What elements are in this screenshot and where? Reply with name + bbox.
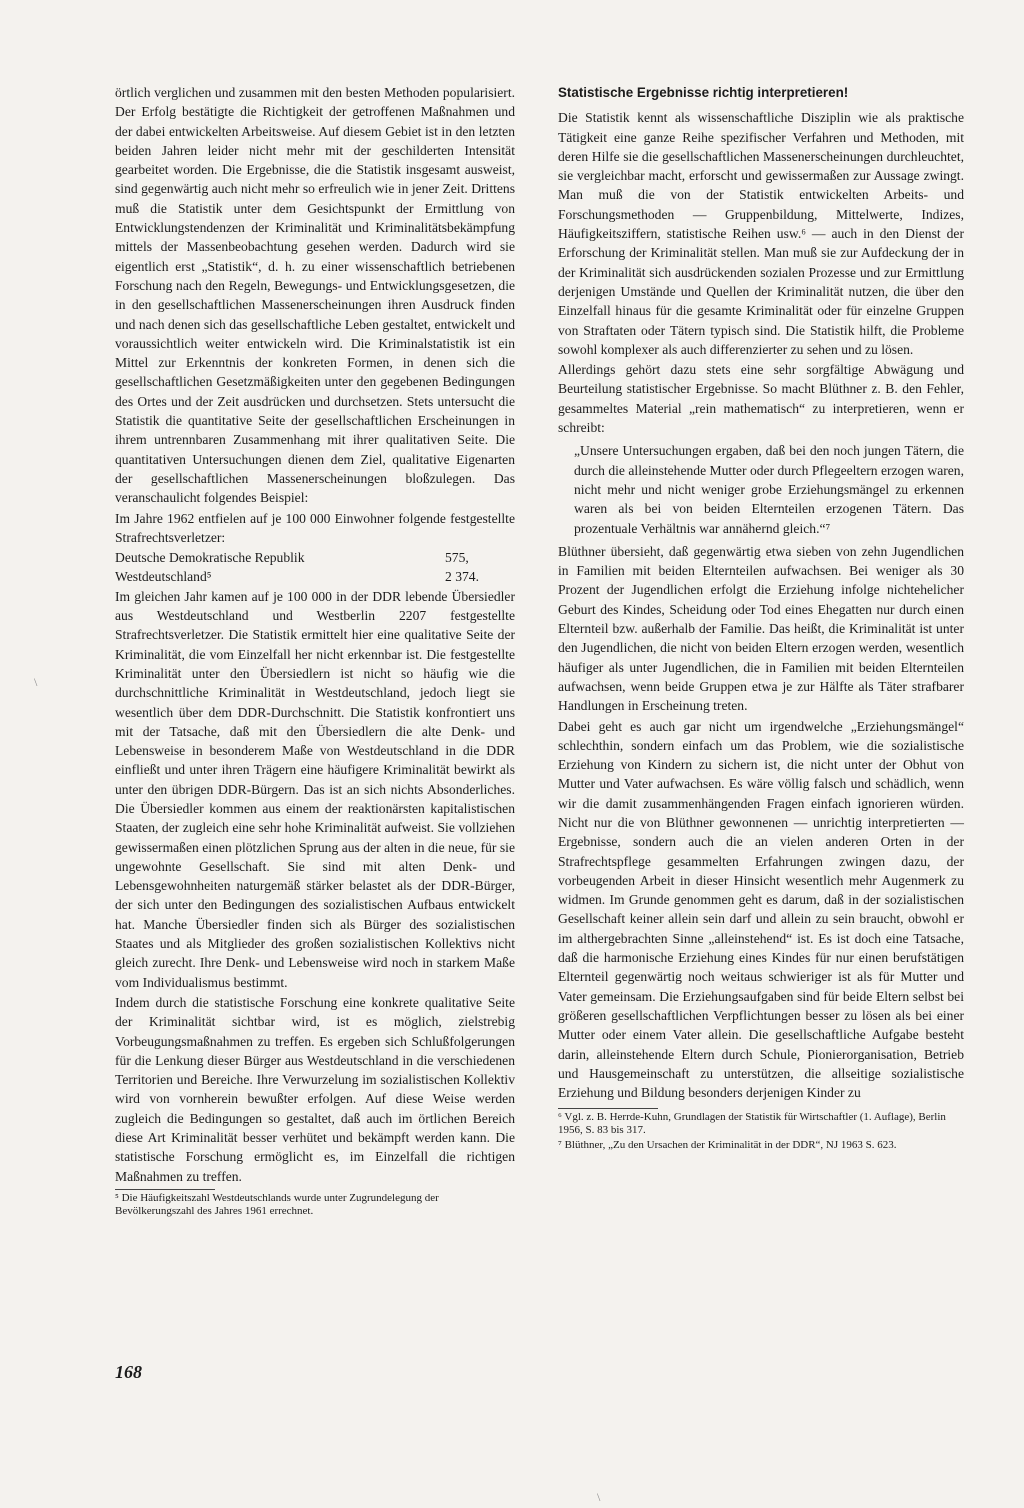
body-paragraph: Im Jahre 1962 entfielen auf je 100 000 Einwohner folgende festgestellte Strafrechtsverletzer: bbox=[115, 510, 515, 545]
body-paragraph: Dabei geht es auch gar nicht um irgendwelche „Erziehungsmängel“ schlechthin, sondern einfach um das Problem, wie die sozialistische Erziehung von Kindern zu sichern ist, die nicht unter der Obhut von Mutter und Vater aufwachsen. Es wäre völlig falsch und schädlich, wenn wir die damit zusammenhängenden Fragen einfach ignorieren würden. Nicht nur die von Blüthner gewonnenen — unrichtig interpretierten — Ergebnisse, sondern auch die an vielen anderen Orten in der Strafrechtspflege gesammelten Erfahrungen zwingen dazu, der vorbeugenden Arbeit in dieser Hinsicht wesentlich mehr Augenmerk zu widmen. Im Grunde genommen geht es darum, daß in der sozialistischen Gesellschaft keiner allein sein darf und allein zu sein braucht, obwohl er im althergebrachten Sinne „alleinstehend“ ist. Es ist doch eine Tatsache, daß die harmonische Erziehung eines Kindes für nur einen berufstätigen Elternteil gegenwärtig noch weitaus schwieriger ist als für Mutter und Vater gemeinsam. Die Erziehungsaufgaben sind für beide Eltern selbst bei größeren gesellschaftlichen Verpflichtungen besser zu lösen als bei einer Mutter oder einem Vater allein. Die gesellschaftliche Aufgabe besteht darin, alleinstehende Eltern durch Schule, Pionierorganisation, Betrieb und Hausgemeinschaft zu unterstützen, die allseitige sozialistische Erziehung und Bildung besonders derjenigen Kinder zu bbox=[558, 718, 964, 1101]
body-paragraph: örtlich verglichen und zusammen mit den besten Methoden popularisiert. Der Erfolg bestätigte die Richtigkeit der getroffenen Maßnahmen und der dabei entwickelten Arbeitsweise. Auf diesem Gebiet ist in den letzten beiden Jahren leider nicht mehr mit der geschilderten Intensität gearbeitet worden. Die Ergebnisse, die die Statistik insgesamt ausweist, sind gegenwärtig auch nicht mehr so erfreulich wie in jener Zeit. Drittens muß die Statistik unter dem Gesichtspunkt der Ermittlung von Entwicklungstendenzen der Kriminalität und Kriminalitätsbekämpfung mittels der Massenbeobachtung gesehen werden. Dadurch wird sie eigentlich erst „Statistik“, d. h. zu einer wissenschaftlich betriebenen Forschung nach den Regeln, Bewegungs- und Entwicklungsgesetzen, die in den gesellschaftlichen Massenerscheinungen ihren Ausdruck finden und nach denen sich das gesellschaftliche Leben gestaltet, entwickelt und voraussichtlich weiter entwickeln wird. Die Kriminalstatistik ist ein Mittel zur Erkenntnis der konkreten Formen, in denen sich die gesellschaftlichen Gesetzmäßigkeiten unter den gegebenen Bedingungen des Ortes und der Zeit ausdrücken und durchsetzen. Stets untersucht die Statistik die quantitative Seite der gesellschaftlichen Erscheinungen in ihrem untrennbaren Zusammenhang mit ihrer qualitativen Seite. Die quantitativen Untersuchungen dienen dem Ziel, qualitative Eigenarten der gesellschaftlichen Massenerscheinungen bloßzulegen. Das veranschaulicht folgendes Beispiel: bbox=[115, 85, 515, 506]
stat-value: 2 374. bbox=[445, 569, 479, 585]
stat-row bbox=[115, 567, 515, 586]
footnote: ⁶ Vgl. z. B. Herrde-Kuhn, Grundlagen der Statistik für Wirtschaftler (1. Auflage), Berlin 1956, S. 83 bis 317. bbox=[558, 1111, 946, 1137]
scan-mark: \ bbox=[34, 675, 38, 689]
body-paragraph: Blüthner übersieht, daß gegenwärtig etwa sieben von zehn Jugendlichen in Familien mit beiden Elternteilen aufwachsen. Bei weniger als 30 Prozent der Jugendlichen erfolgt die Erziehung infolge nichtehelicher Geburt des Kindes, Scheidung oder Tod eines Ehegatten nur durch einen Elternteil bzw. außerhalb der Familie. Das heißt, die Kriminalität ist unter den Jugendlichen, die nicht von beiden Eltern erzogen werden, wesentlich häufiger als unter Jugendlichen, die in Familien mit beiden Elternteilen aufwachsen, wenn beide Gruppen etwa je zur Hälfte als Täter strafbarer Handlungen in Erscheinung treten. bbox=[558, 543, 964, 714]
stat-row bbox=[115, 548, 515, 567]
right-column bbox=[558, 83, 964, 1154]
footnote: ⁵ Die Häufigkeitszahl Westdeutschlands wurde unter Zugrundelegung der Bevölkerungszahl des Jahres 1961 errechnet. bbox=[115, 1191, 439, 1217]
left-column bbox=[115, 83, 515, 1220]
body-paragraph: Allerdings gehört dazu stets eine sehr sorgfältige Abwägung und Beurteilung statistischer Ergebnisse. So macht Blüthner z. B. den Fehler, gesammeltes Material „rein mathematisch“ zu interpretieren, wenn er schreibt: bbox=[558, 362, 964, 436]
section-heading: Statistische Ergebnisse richtig interpretieren! bbox=[558, 85, 849, 100]
body-paragraph: Im gleichen Jahr kamen auf je 100 000 in der DDR lebende Übersiedler aus Westdeutschland und Westberlin 2207 festgestellte Strafrechtsverletzer. Die Statistik ermittelt hier eine qualitative Seite der Kriminalität, die vom Einzelfall her nicht erkennbar ist. Die festgestellte Kriminalität unter den Übersiedlern ist nicht so häufig wie die durchschnittliche Kriminalität in Westdeutschland, jedoch liegt sie wesentlich über dem DDR-Durchschnitt. Die Statistik konfrontiert uns mit der Tatsache, daß mit den Übersiedlern die alte Denk- und Lebensweise in besonderem Maße von Westdeutschland in die DDR einfließt und unter ihren Trägern eine häufigere Kriminalität bewirkt als unter den übrigen DDR-Bürgern. Das ist an sich nichts Absonderliches. Die Übersiedler kommen aus einem der reaktionärsten kapitalistischen Staaten, der zugleich eine sehr hohe Kriminalität aufweist. Sie vollziehen gewissermaßen einen plötzlichen Sprung aus der alten in die neue, für sie ungewohnte Gesellschaft. Sie sind mit alten Denk- und Lebensgewohnheiten naturgemäß stärker belastet als der DDR-Bürger, der sich unter den Bedingungen des sozialistischen Aufbaus entwickelt hat. Manche Übersiedler finden sich als Bürger des sozialistischen Staates und als Mitglieder des großen sozialistischen Kollektivs nicht gleich zurecht. Ihre Denk- und Lebensweise wird noch in starkem Maße vom Individualismus bestimmt. bbox=[115, 588, 515, 990]
footnote-divider bbox=[115, 1189, 215, 1190]
stat-label: Deutsche Demokratische Republik bbox=[115, 550, 305, 566]
body-paragraph: Indem durch die statistische Forschung eine konkrete qualitative Seite der Kriminalität sichtbar wird, ist es möglich, zielstrebig Vorbeugungsmaßnahmen zu treffen. Es ergeben sich Schlußfolgerungen für die Lenkung dieser Bürger aus Westdeutschland in die verschiedenen Territorien und Bereiche. Ihre Verwurzelung im sozialistischen Kollektiv wird von vornherein bewußter erfolgen. Auf diese Weise werden zugleich die Bedingungen so gestaltet, daß auch im örtlichen Bereich diese Art Kriminalität besser verhütet und bekämpft werden kann. Die statistische Forschung ermöglicht es, im Einzelfall die richtigen Maßnahmen zu treffen. bbox=[115, 994, 515, 1184]
footnotes bbox=[558, 1108, 964, 1152]
page-number: 168 bbox=[115, 1362, 142, 1382]
stat-label: Westdeutschland⁵ bbox=[115, 569, 212, 585]
block-quote: „Unsere Untersuchungen ergaben, daß bei den noch jungen Tätern, die durch die alleinstehende Mutter oder durch Pflegeeltern erzogen waren, nicht mehr und nicht weniger grobe Erziehungsmängel zu erkennen waren als bei von beiden Elternteilen erzogenen Tätern. Das prozentuale Verhältnis war annähernd gleich.“⁷ bbox=[574, 443, 964, 536]
stat-value: 575, bbox=[445, 550, 469, 566]
body-paragraph: Die Statistik kennt als wissenschaftliche Disziplin wie als praktische Tätigkeit eine ganze Reihe spezifischer Verfahren und Methoden, mit deren Hilfe sie die gesellschaftlichen Massenerscheinungen durchleuchtet, sie vergleichbar macht, erforscht und gewissermaßen zur Aussage zwingt. Man muß die von der Statistik entwickelten Arbeits- und Forschungsmethoden — Gruppenbildung, Mittelwerte, Indizes, Häufigkeitsziffern, statistische Reihen usw.⁶ — auch in den Dienst der Erforschung der Kriminalität stellen. Man muß sie zur Aufdeckung der in der Kriminalität sich ausdrückenden sozialen Prozesse und zur Ermittlung derjenigen Umstände und Quellen der Kriminalität nutzen, die über den Einzelfall hinaus für die gesamte Kriminalität oder für einzelne Gruppen von Straftaten oder Tätern typisch sind. Die Statistik hilft, die Probleme sowohl komplexer als auch differenzierter zu sehen und zu lösen. bbox=[558, 110, 964, 357]
scan-mark: \ bbox=[597, 1490, 601, 1504]
footnote: ⁷ Blüthner, „Zu den Ursachen der Kriminalität in der DDR“, NJ 1963 S. 623. bbox=[558, 1139, 897, 1152]
footnote-divider bbox=[558, 1108, 658, 1109]
